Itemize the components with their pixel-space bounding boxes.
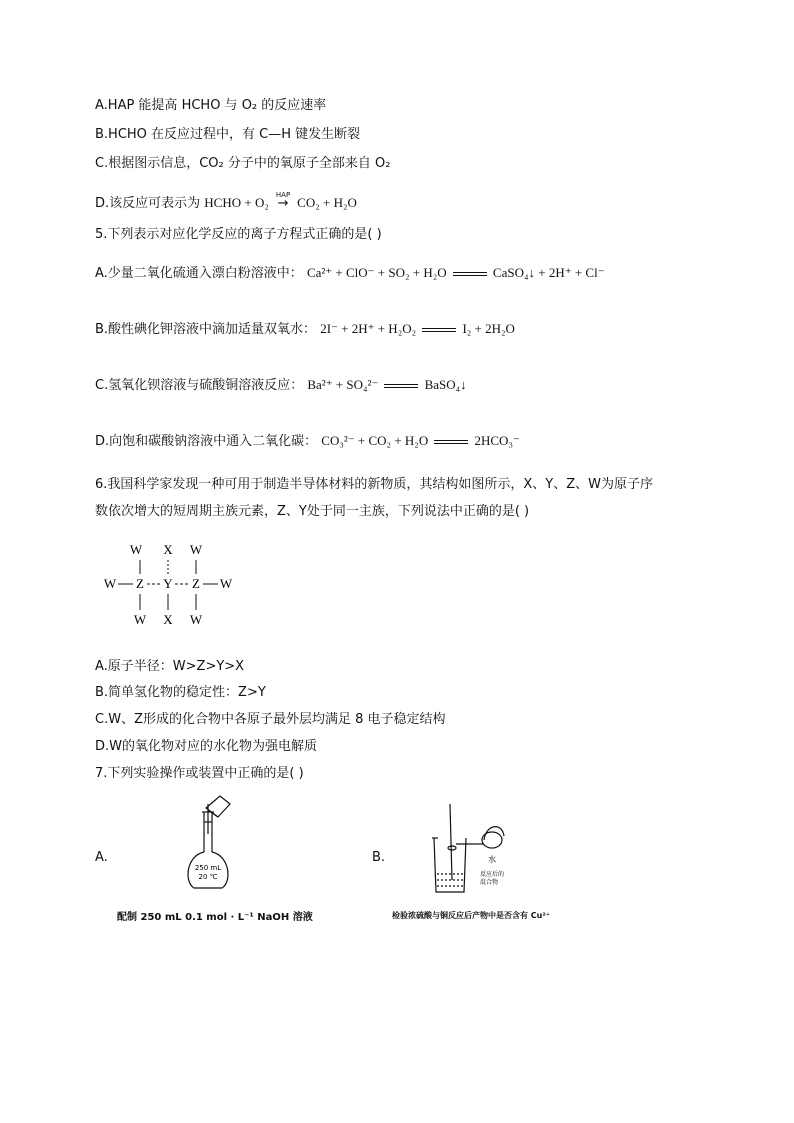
q5-b-rhs: I₂ + 2H₂O: [462, 321, 515, 336]
q7-beaker-test-figure: [430, 800, 540, 895]
mixture-label-1: 反应后的: [480, 871, 505, 878]
q5-a-equals: [453, 272, 487, 276]
struct-y-center: Y: [163, 576, 173, 591]
q7-option-a-caption: 配制 250 mL 0.1 mol · L⁻¹ NaOH 溶液: [117, 912, 313, 923]
struct-w-bottom-left: W: [133, 612, 147, 627]
struct-w-right: W: [219, 576, 233, 591]
q4-option-d: [95, 191, 357, 213]
q5-option-c: [95, 376, 467, 395]
flask-temp-label: 20 ℃: [198, 873, 218, 881]
q7-option-b-caption: 检验浓硫酸与铜反应后产物中是否含有 Cu²⁺: [392, 911, 551, 920]
q7-stem: 7.下列实验操作或装置中正确的是( ): [95, 766, 304, 781]
q5-b-equals: [422, 328, 456, 332]
q4-option-c: C.根据图示信息，CO₂ 分子中的氧原子全部来自 O₂: [95, 156, 391, 171]
q5-c-lhs: Ba²⁺ + SO₄²⁻: [307, 377, 379, 392]
q4-option-b: B.HCHO 在反应过程中，有 C—H 键发生断裂: [95, 127, 361, 142]
q6-stem-line2: 数依次增大的短周期主族元素，Z、Y处于同一主族，下列说法中正确的是( ): [95, 504, 530, 519]
q5-d-rhs: 2HCO₃⁻: [474, 433, 520, 448]
q5-a-rhs: CaSO₄↓ + 2H⁺ + Cl⁻: [492, 265, 605, 280]
q7-option-a-label: A.: [95, 850, 108, 865]
q5-a-prefix: A.少量二氧化硫通入漂白粉溶液中：: [95, 266, 303, 281]
q5-c-rhs: BaSO₄↓: [424, 377, 467, 392]
struct-w-top-left: W: [129, 542, 143, 557]
struct-x-bottom: X: [163, 612, 173, 627]
q6-option-c: C.W、Z形成的化合物中各原子最外层均满足 8 电子稳定结构: [95, 712, 446, 727]
water-label: 水: [488, 855, 496, 864]
q5-d-equals: [434, 440, 468, 444]
q7-option-b-label: B.: [372, 850, 386, 865]
q5-option-d: [95, 432, 520, 451]
q5-c-equals: [384, 384, 418, 388]
q4-option-a: A.HAP 能提高 HCHO 与 O₂ 的反应速率: [95, 98, 327, 113]
q6-option-d: D.W的氧化物对应的水化物为强电解质: [95, 739, 317, 754]
struct-w-top-right: W: [189, 542, 203, 557]
q6-stem-line1: 6.我国科学家发现一种可用于制造半导体材料的新物质，其结构如图所示，X、Y、Z、W为原子序: [95, 477, 654, 492]
q5-c-prefix: C.氢氧化钡溶液与硫酸铜溶液反应：: [95, 378, 304, 393]
struct-z-right: Z: [192, 576, 200, 591]
q4-d-arrow: HAP →: [273, 195, 293, 213]
q6-option-a: A.原子半径：W>Z>Y>X: [95, 659, 245, 674]
q5-d-prefix: D.向饱和碳酸钠溶液中通入二氧化碳：: [95, 434, 318, 449]
q6-structure-diagram: [100, 538, 240, 630]
q5-d-lhs: CO₃²⁻ + CO₂ + H₂O: [321, 433, 429, 448]
flask-volume-label: 250 mL: [194, 864, 222, 872]
q5-b-prefix: B.酸性碘化钾溶液中滴加适量双氧水：: [95, 322, 317, 337]
struct-w-bottom-right: W: [189, 612, 203, 627]
struct-z-left: Z: [136, 576, 144, 591]
struct-x-top: X: [163, 542, 173, 557]
q4-d-rhs: CO₂ + H₂O: [297, 195, 357, 210]
q5-option-b: [95, 320, 515, 339]
q5-b-lhs: 2I⁻ + 2H⁺ + H₂O₂: [320, 321, 417, 336]
q4-option-d-prefix: D.该反应可表示为: [95, 196, 201, 211]
pouring-beaker-icon: [206, 796, 230, 817]
struct-w-left: W: [103, 576, 117, 591]
q4-d-catalyst: HAP: [275, 191, 291, 199]
q4-d-lhs: HCHO + O₂: [204, 195, 269, 210]
q5-option-a: [95, 264, 605, 283]
q5-a-lhs: Ca²⁺ + ClO⁻ + SO₂ + H₂O: [306, 265, 447, 280]
q7-volumetric-flask-figure: [178, 790, 238, 895]
mixture-label-2: 混合物: [480, 879, 499, 886]
q6-option-b: B.简单氢化物的稳定性：Z>Y: [95, 685, 266, 700]
q5-stem: 5.下列表示对应化学反应的离子方程式正确的是( ): [95, 227, 382, 242]
